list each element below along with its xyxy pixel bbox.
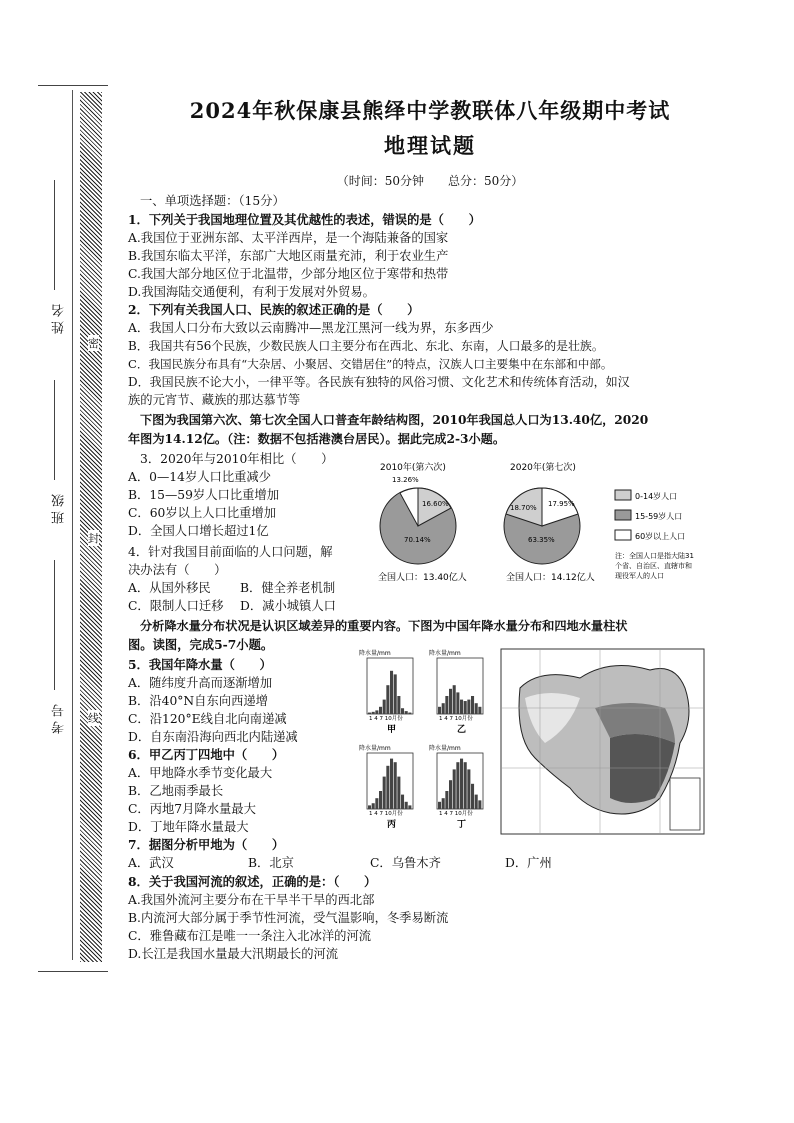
q1-stem: 1．下列关于我国地理位置及其优越性的表述，错误的是（ ） — [128, 212, 481, 227]
q8-option-c: C．雅鲁藏布江是唯一一条注入北冰洋的河流 — [128, 929, 372, 943]
q8-option-d: D.长江是我国水量最大汛期最长的河流 — [128, 947, 339, 961]
q2-option-d-line2: 族的元宵节、藏族的那达慕节等 — [128, 393, 301, 407]
bar-panel-bar — [368, 805, 371, 809]
bar-panel-bar — [438, 707, 441, 714]
pie-right-label-60plus: 17.95% — [548, 500, 575, 508]
q8-option-b: B.内流河大部分属于季节性河流，受气温影响，冬季易断流 — [128, 911, 449, 925]
bar-panel-ylabel: 降水量/mm — [429, 650, 461, 657]
bar-panel-label: 乙 — [457, 725, 467, 735]
legend-swatch-15-59 — [615, 510, 631, 520]
bar-panel-bar — [401, 795, 404, 809]
bar-panel-label: 丁 — [457, 820, 467, 830]
bar-panel-bar — [449, 780, 452, 809]
bar-panel-bar — [383, 777, 386, 809]
bar-panel-ylabel: 降水量/mm — [359, 745, 391, 752]
bar-panel-bar — [460, 700, 463, 714]
bar-panel-bar — [397, 777, 400, 809]
bar-panel-xlabel: 1 4 7 10月份 — [369, 716, 403, 722]
bar-panel-xlabel: 1 4 7 10月份 — [439, 716, 473, 722]
pie-note-line1: 注：全国人口是指大陆31 — [615, 552, 694, 560]
bar-panel-bar — [467, 769, 470, 809]
pie-right-label-0-14: 18.70% — [510, 504, 537, 512]
q2-option-d-line1: D．我国民族不论大小，一律平等。各民族有独特的风俗习惯、文化艺术和传统体育活动，如汉 — [128, 375, 630, 389]
south-china-sea-inset — [670, 778, 700, 830]
q6-stem: 6．甲乙丙丁四地中（ ） — [128, 747, 285, 762]
q1-option-c: C.我国大部分地区位于北温带，少部分地区位于寒带和热带 — [128, 267, 449, 281]
bar-panel-bar — [394, 674, 397, 714]
q5-option-a: A．随纬度升高而逐渐增加 — [128, 676, 273, 690]
seal-mark-xian: 线 — [88, 712, 99, 725]
q4-stem-line2: 决办法有（ ） — [128, 563, 227, 577]
exam-title: 2024年秋保康县熊绎中学教联体八年级期中考试 — [189, 98, 671, 123]
class-blank[interactable] — [54, 380, 55, 480]
bar-panel-bar — [445, 791, 448, 809]
age-structure-pie-figure — [370, 458, 710, 588]
bar-panel-ylabel: 降水量/mm — [429, 745, 461, 752]
q6-option-a: A．甲地降水季节变化最大 — [128, 766, 273, 780]
bar-panel-bar — [375, 798, 378, 809]
name-label: 姓名 — [52, 300, 67, 334]
bar-panel-bar — [456, 692, 459, 714]
q3-stem: 3．2020年与2010年相比（ ） — [140, 452, 334, 466]
bar-panel-bar — [471, 696, 474, 714]
q8-stem: 8．关于我国河流的叙述，正确的是：（ ） — [128, 874, 377, 889]
q7-option-a: A．武汉 — [128, 856, 174, 870]
bar-panel-label: 丙 — [387, 820, 397, 830]
class-label: 班级 — [52, 490, 67, 524]
intro-57-line2: 图。读图，完成5-7小题。 — [128, 637, 274, 652]
bar-panel-bar — [456, 762, 459, 809]
legend-swatch-60plus — [615, 530, 631, 540]
seal-hatch-strip — [80, 92, 102, 962]
pie-right-title: 2020年(第七次) — [510, 463, 576, 473]
bar-panel-bar — [379, 791, 382, 809]
bar-panel-bar — [475, 795, 478, 809]
legend-label-15-59: 15-59岁人口 — [635, 512, 683, 521]
bar-panel-xlabel: 1 4 7 10月份 — [439, 811, 473, 817]
bar-panel-bar — [372, 712, 375, 714]
bar-panel-bar — [445, 696, 448, 714]
pie-left-label-15-59: 70.14% — [404, 536, 431, 544]
pie-note-line3: 现役军人的人口 — [615, 572, 664, 580]
bar-panel-bar — [478, 800, 481, 809]
bar-panel-ylabel: 降水量/mm — [359, 650, 391, 657]
bar-panel-bar — [405, 711, 408, 714]
pie-left-title: 2010年(第六次) — [380, 463, 446, 473]
q2-stem: 2．下列有关我国人口、民族的叙述正确的是（ ） — [128, 302, 420, 317]
bar-panel-bar — [464, 701, 467, 714]
pie-right-label-15-59: 63.35% — [528, 536, 555, 544]
bar-panel-bar — [478, 707, 481, 714]
q7-option-d: D．广州 — [505, 856, 552, 870]
bar-panel-bar — [368, 713, 371, 714]
seal-mark-feng: 封 — [88, 532, 99, 545]
bar-panel-bar — [442, 703, 445, 714]
q5-option-c: C．沿120°E线自北向南递减 — [128, 712, 287, 726]
q7-option-b: B．北京 — [248, 856, 294, 870]
legend-label-0-14: 0-14岁人口 — [635, 492, 678, 501]
pie-right-total: 全国人口：14.12亿人 — [506, 573, 595, 583]
china-precipitation-map — [500, 648, 705, 838]
name-blank[interactable] — [54, 180, 55, 290]
bar-panel-bar — [405, 802, 408, 809]
q1-option-d: D.我国海陆交通便利，有利于发展对外贸易。 — [128, 285, 375, 299]
intro-23-line1: 下图为我国第六次、第七次全国人口普查年龄结构图，2010年我国总人口为13.40亿，2020 — [140, 413, 649, 427]
q2-option-a: A．我国人口分布大致以云南腾冲—黑龙江黑河一线为界，东多西少 — [128, 321, 494, 335]
q6-option-c: C．丙地7月降水量最大 — [128, 802, 256, 816]
q5-option-d: D．自东南沿海向西北内陆递减 — [128, 730, 298, 744]
pie-left — [380, 476, 456, 564]
legend-label-60plus: 60岁以上人口 — [635, 532, 686, 541]
q8-option-a: A.我国外流河主要分布在干旱半干旱的西北部 — [128, 893, 375, 907]
q4-option-c: C．限制人口迁移 — [128, 599, 224, 613]
pie-right — [504, 488, 580, 564]
bar-panel-bar — [390, 759, 393, 809]
pie-note-line2: 个省、自治区、直辖市和 — [615, 562, 692, 570]
intro-23-line2: 年图为14.12亿。（注：数据不包括港澳台居民）。据此完成2-3小题。 — [128, 432, 506, 446]
exam-meta: （时间：50分钟 总分：50分） — [336, 174, 524, 188]
bar-panel-bar — [442, 798, 445, 809]
bar-panel-bar — [394, 762, 397, 809]
q1-option-b: B.我国东临太平洋，东部广大地区雨量充沛，利于农业生产 — [128, 249, 449, 263]
bar-panel-bar — [467, 700, 470, 714]
intro-57-line1: 分析降水量分布状况是认识区域差异的重要内容。下图为中国年降水量分布和四地水量柱状 — [140, 619, 628, 633]
bar-panel-bar — [464, 762, 467, 809]
legend-swatch-0-14 — [615, 490, 631, 500]
bar-panel-bar — [408, 805, 411, 809]
q2-option-c: C．我国民族分布具有“大杂居、小聚居、交错居住”的特点，汉族人口主要集中在东部和中部。 — [128, 357, 613, 371]
bar-panel-xlabel: 1 4 7 10月份 — [369, 811, 403, 817]
q6-option-b: B．乙地雨季最长 — [128, 784, 224, 798]
bar-panel-bar — [390, 671, 393, 714]
bar-panel-label: 甲 — [387, 725, 397, 735]
q2-option-b: B．我国共有56个民族，少数民族人口主要分布在西北、东北、东南，人口最多的是壮族。 — [128, 339, 604, 353]
q4-option-a: A．从国外移民 — [128, 581, 211, 595]
q3-option-d: D．全国人口增长超过1亿 — [128, 524, 269, 538]
q7-option-c: C．乌鲁木齐 — [370, 856, 441, 870]
q4-option-d: D．减小城镇人口 — [240, 599, 336, 613]
section-heading: 一、单项选择题：（15分） — [140, 194, 285, 208]
bar-panel-bar — [383, 700, 386, 714]
bar-panel-bar — [372, 803, 375, 809]
bar-panel-bar — [401, 708, 404, 714]
q7-stem: 7．据图分析甲地为（ ） — [128, 837, 285, 852]
q3-option-a: A．0—14岁人口比重减少 — [128, 470, 272, 484]
bar-panel-bar — [460, 759, 463, 809]
q3-option-b: B．15—59岁人口比重增加 — [128, 488, 280, 502]
exam-subtitle: 地理试题 — [384, 133, 476, 158]
bar-panel-bar — [386, 685, 389, 714]
q4-stem-line1: 4．针对我国目前面临的人口问题，解 — [128, 545, 333, 559]
bar-panel-bar — [408, 713, 411, 714]
bar-panel-bar — [397, 696, 400, 714]
bar-panel-bar — [471, 784, 474, 809]
q4-option-b: B．健全养老机制 — [240, 581, 336, 595]
pie-left-total: 全国人口：13.40亿人 — [378, 573, 467, 583]
q5-stem: 5．我国年降水量（ ） — [128, 657, 272, 672]
bar-panel-bar — [453, 769, 456, 809]
bar-panel-bar — [475, 703, 478, 714]
q5-option-b: B．沿40°N自东向西递增 — [128, 694, 268, 708]
bar-panel-bar — [449, 689, 452, 714]
binding-line — [72, 90, 73, 960]
number-blank[interactable] — [54, 560, 55, 690]
number-label: 考号 — [52, 700, 67, 734]
bar-panel-bar — [438, 802, 441, 809]
bar-panel-bar — [379, 707, 382, 714]
q3-option-c: C．60岁以上人口比重增加 — [128, 506, 277, 520]
bar-panel-bar — [386, 766, 389, 809]
q6-option-d: D．丁地年降水量最大 — [128, 820, 249, 834]
pie-left-label-0-14: 16.60% — [422, 500, 449, 508]
bar-panel-bar — [375, 710, 378, 714]
q1-option-a: A.我国位于亚洲东部、太平洋西岸，是一个海陆兼备的国家 — [128, 231, 449, 245]
precipitation-bar-charts — [345, 640, 495, 840]
pie-left-label-60plus: 13.26% — [392, 476, 419, 484]
seal-mark-mi: 密 — [88, 337, 99, 350]
bar-panel-bar — [453, 685, 456, 714]
